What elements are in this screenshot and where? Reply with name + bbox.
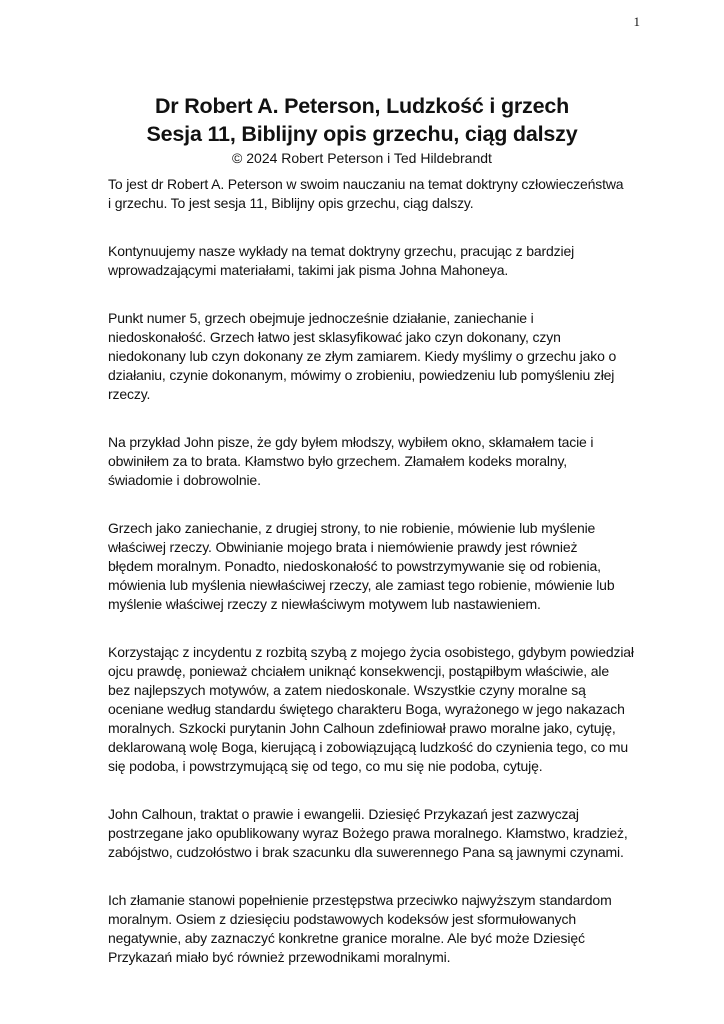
text-line: myślenie właściwej rzeczy z niewłaściwym motywem lub nastawieniem.: [108, 596, 541, 612]
text-line: świadomie i dobrowolnie.: [108, 472, 261, 488]
text-line: bez najlepszych motywów, a zatem niedoskonale. Wszystkie czyny moralne są: [108, 682, 586, 698]
text-line: się podoba, i powstrzymującą się od tego, co mu się nie podoba, cytuję.: [108, 758, 543, 774]
text-line: Punkt numer 5, grzech obejmuje jednocześnie działanie, zaniechanie i: [108, 310, 534, 326]
paragraph: [108, 175, 668, 213]
text-line: postrzegane jako opublikowany wyraz Bożego prawa moralnego. Kłamstwo, kradzież,: [108, 825, 628, 841]
text-line: negatywnie, aby zaznaczyć konkretne granice moralne. Ale być może Dziesięć: [108, 930, 585, 946]
text-line: Ich złamanie stanowi popełnienie przestępstwa przeciwko najwyższym standardom: [108, 892, 612, 908]
paragraph: [108, 891, 668, 967]
text-line: działaniu, czynie dokonanym, mówimy o zrobieniu, powiedzeniu lub pomyśleniu złej: [108, 367, 615, 383]
text-line: To jest dr Robert A. Peterson w swoim nauczaniu na temat doktryny człowieczeństwa: [108, 176, 624, 192]
text-line: wprowadzającymi materiałami, takimi jak pisma Johna Mahoneya.: [108, 262, 509, 278]
text-line: Przykazań miało być również przewodnikami moralnymi.: [108, 949, 451, 965]
paragraph: [108, 433, 668, 490]
document-body: [108, 175, 668, 996]
title-line-1: Dr Robert A. Peterson, Ludzkość i grzech: [154, 94, 570, 118]
document-header: [0, 92, 724, 168]
paragraph: [108, 309, 668, 404]
text-line: Korzystając z incydentu z rozbitą szybą z mojego życia osobistego, gdybym powiedział: [108, 644, 634, 660]
text-line: moralnych. Szkocki purytanin John Calhoun zdefiniował prawo moralne jako, cytuję,: [108, 720, 616, 736]
text-line: niedokonany lub czyn dokonany ze złym zamiarem. Kiedy myślimy o grzechu jako o: [108, 348, 617, 364]
paragraph: [108, 242, 668, 280]
text-line: Na przykład John pisze, że gdy byłem młodszy, wybiłem okno, skłamałem tacie i: [108, 434, 594, 450]
paragraph: [108, 643, 668, 776]
text-line: ojcu prawdę, ponieważ chciałem uniknąć konsekwencji, postąpiłbym właściwie, ale: [108, 663, 609, 679]
paragraph: [108, 805, 668, 862]
text-line: błędem moralnym. Ponadto, niedoskonałość to powstrzymywanie się od robienia,: [108, 558, 601, 574]
text-line: mówienia lub myślenia niewłaściwej rzeczy, ale zamiast tego robienie, mówienie lub: [108, 577, 615, 593]
text-line: Grzech jako zaniechanie, z drugiej strony, to nie robienie, mówienie lub myślenie: [108, 520, 596, 536]
page-number: 1: [633, 14, 640, 29]
text-line: rzeczy.: [108, 386, 151, 402]
text-line: John Calhoun, traktat o prawie i ewangelii. Dziesięć Przykazań jest zazwyczaj: [108, 806, 579, 822]
text-line: deklarowaną wolę Boga, kierującą i zobowiązującą ludzkość do czynienia tego, co mu: [108, 739, 629, 755]
title-line-2: Sesja 11, Biblijny opis grzechu, ciąg dalszy: [146, 122, 578, 146]
text-line: moralnym. Osiem z dziesięciu podstawowych kodeksów jest sformułowanych: [108, 911, 577, 927]
text-line: zabójstwo, cudzołóstwo i brak szacunku dla suwerennego Pana są jawnymi czynami.: [108, 844, 624, 860]
text-line: oceniane według standardu świętego charakteru Boga, wyrażonego w jego nakazach: [108, 701, 625, 717]
text-line: właściwej rzeczy. Obwinianie mojego brata i niemówienie prawdy jest również: [108, 539, 578, 555]
text-line: niedoskonałość. Grzech łatwo jest sklasyfikować jako czyn dokonany, czyn: [108, 329, 561, 345]
text-line: Kontynuujemy nasze wykłady na temat doktryny grzechu, pracując z bardziej: [108, 243, 575, 259]
text-line: obwiniłem za to brata. Kłamstwo było grzechem. Złamałem kodeks moralny,: [108, 453, 568, 469]
copyright: © 2024 Robert Peterson i Ted Hildebrandt: [232, 150, 492, 166]
text-line: i grzechu. To jest sesja 11, Biblijny opis grzechu, ciąg dalszy.: [108, 195, 474, 211]
paragraph: [108, 519, 668, 614]
